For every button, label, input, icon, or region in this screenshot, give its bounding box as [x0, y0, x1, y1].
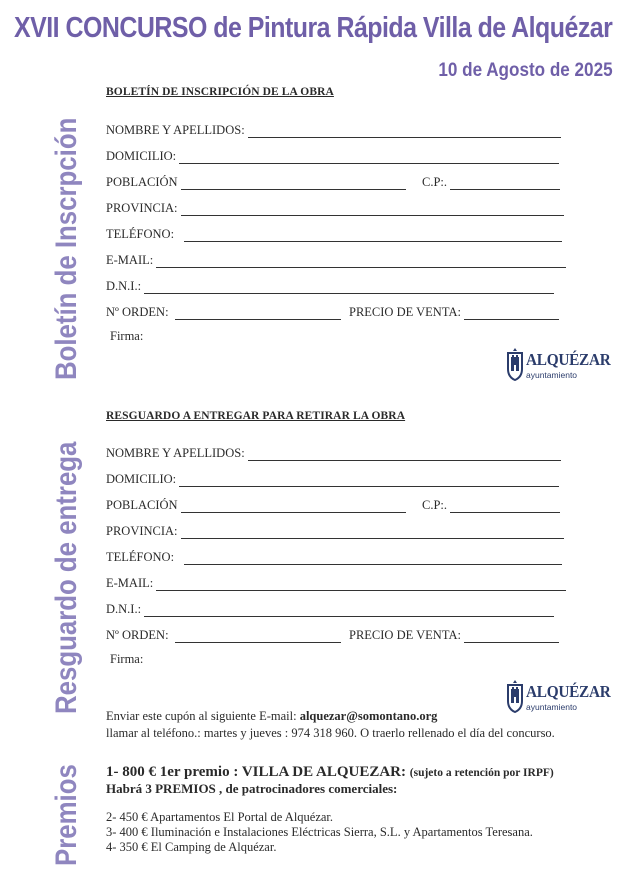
rec-town-line[interactable]	[181, 500, 406, 513]
rec-address-line[interactable]	[179, 474, 559, 487]
contact-email-link[interactable]: alquezar@somontano.org	[299, 709, 438, 723]
logo-name: ALQUÉZAR	[526, 682, 611, 701]
rec-phone-line[interactable]	[184, 552, 562, 565]
reg-price-field[interactable]	[349, 305, 559, 320]
reg-email-line[interactable]	[156, 255, 566, 268]
reg-price-label: PRECIO DE VENTA:	[349, 305, 461, 319]
rec-dni-line[interactable]	[144, 604, 554, 617]
reg-order-field[interactable]	[106, 305, 341, 320]
coat-of-arms-icon	[506, 347, 524, 381]
reg-postcode-line[interactable]	[450, 177, 560, 190]
coat-of-arms-icon	[506, 679, 524, 713]
side-label-receipt: Resguardo de entrega	[50, 441, 83, 714]
rec-postcode-line[interactable]	[450, 500, 560, 513]
first-prize-note: (sujeto a retención por IRPF)	[409, 767, 554, 779]
reg-signature-label: Firma:	[110, 329, 144, 343]
alquezar-logo-2	[506, 677, 611, 717]
rec-email-field[interactable]	[106, 576, 566, 591]
logo-subtitle: ayuntamiento	[526, 370, 578, 380]
rec-address-field[interactable]	[106, 472, 559, 487]
rec-name-line[interactable]	[248, 448, 561, 461]
rec-email-line[interactable]	[156, 578, 566, 591]
event-date: 10 de Agosto de 2025	[438, 60, 613, 81]
reg-dni-field[interactable]	[106, 279, 554, 294]
rec-price-line[interactable]	[464, 630, 559, 643]
rec-phone-field[interactable]	[106, 550, 562, 565]
rec-postcode-field[interactable]	[422, 498, 560, 513]
page-title: XVII CONCURSO de Pintura Rápida Villa de Alquézar	[14, 12, 613, 44]
rec-price-label: PRECIO DE VENTA:	[349, 628, 461, 642]
contact-email-line	[106, 709, 437, 724]
reg-order-line[interactable]	[175, 307, 341, 320]
rec-price-field[interactable]	[349, 628, 559, 643]
reg-province-field[interactable]	[106, 201, 564, 216]
rec-postcode-label: C.P:.	[422, 498, 448, 512]
reg-phone-field[interactable]	[106, 227, 562, 242]
rec-email-label: E-MAIL:	[106, 576, 154, 590]
reg-province-line[interactable]	[181, 203, 564, 216]
alquezar-logo	[506, 345, 611, 385]
rec-order-field[interactable]	[106, 628, 341, 643]
reg-postcode-field[interactable]	[422, 175, 560, 190]
rec-town-label: POBLACIÓN	[106, 498, 178, 512]
reg-price-line[interactable]	[464, 307, 559, 320]
reg-town-line[interactable]	[181, 177, 406, 190]
rec-dni-label: D.N.I.:	[106, 602, 142, 616]
reg-address-field[interactable]	[106, 149, 559, 164]
rec-name-label: NOMBRE Y APELLIDOS:	[106, 446, 245, 460]
registration-heading: BOLETÍN DE INSCRIPCIÓN DE LA OBRA	[106, 86, 334, 98]
prize-item: 4- 350 € El Camping de Alquézar.	[106, 840, 277, 854]
reg-phone-line[interactable]	[184, 229, 562, 242]
reg-dni-line[interactable]	[144, 281, 554, 294]
reg-town-field[interactable]	[106, 175, 406, 190]
reg-name-label: NOMBRE Y APELLIDOS:	[106, 123, 245, 137]
rec-signature-label: Firma:	[110, 652, 144, 666]
rec-address-label: DOMICILIO:	[106, 472, 177, 486]
rec-dni-field[interactable]	[106, 602, 554, 617]
contact-phone-line: llamar al teléfono.: martes y jueves : 974 318 960. O traerlo rellenado el día del concurso.	[106, 726, 555, 740]
rec-order-label: Nº ORDEN:	[106, 628, 169, 642]
reg-phone-label: TELÉFONO:	[106, 227, 175, 241]
reg-province-label: PROVINCIA:	[106, 201, 178, 215]
receipt-heading: RESGUARDO A ENTREGAR PARA RETIRAR LA OBRA	[106, 410, 406, 422]
reg-name-field[interactable]	[106, 123, 561, 138]
reg-email-field[interactable]	[106, 253, 566, 268]
rec-name-field[interactable]	[106, 446, 561, 461]
first-prize	[106, 764, 554, 781]
sponsored-prizes-heading: Habrá 3 PREMIOS , de patrocinadores comerciales:	[106, 781, 398, 796]
reg-address-line[interactable]	[179, 151, 559, 164]
reg-address-label: DOMICILIO:	[106, 149, 177, 163]
side-label-registration: Boletín de Inscrpción	[50, 117, 83, 381]
reg-postcode-label: C.P:.	[422, 175, 448, 189]
rec-order-line[interactable]	[175, 630, 341, 643]
logo-name: ALQUÉZAR	[526, 350, 611, 369]
reg-town-label: POBLACIÓN	[106, 175, 178, 189]
rec-province-line[interactable]	[181, 526, 564, 539]
rec-town-field[interactable]	[106, 498, 406, 513]
logo-subtitle: ayuntamiento	[526, 702, 578, 712]
prize-item: 3- 400 € Iluminación e Instalaciones Eléctricas Sierra, S.L. y Apartamentos Teresana.	[106, 825, 533, 839]
prize-item: 2- 450 € Apartamentos El Portal de Alquézar.	[106, 810, 334, 824]
first-prize-main: 1- 800 € 1er premio : VILLA DE ALQUEZAR:	[106, 764, 407, 780]
rec-phone-label: TELÉFONO:	[106, 550, 175, 564]
reg-name-line[interactable]	[248, 125, 561, 138]
side-label-prizes: Premios	[50, 764, 83, 866]
reg-email-label: E-MAIL:	[106, 253, 154, 267]
reg-dni-label: D.N.I.:	[106, 279, 142, 293]
contact-send-prefix: Enviar este cupón al siguiente E-mail:	[106, 709, 297, 723]
rec-province-label: PROVINCIA:	[106, 524, 178, 538]
rec-province-field[interactable]	[106, 524, 564, 539]
reg-order-label: Nº ORDEN:	[106, 305, 169, 319]
